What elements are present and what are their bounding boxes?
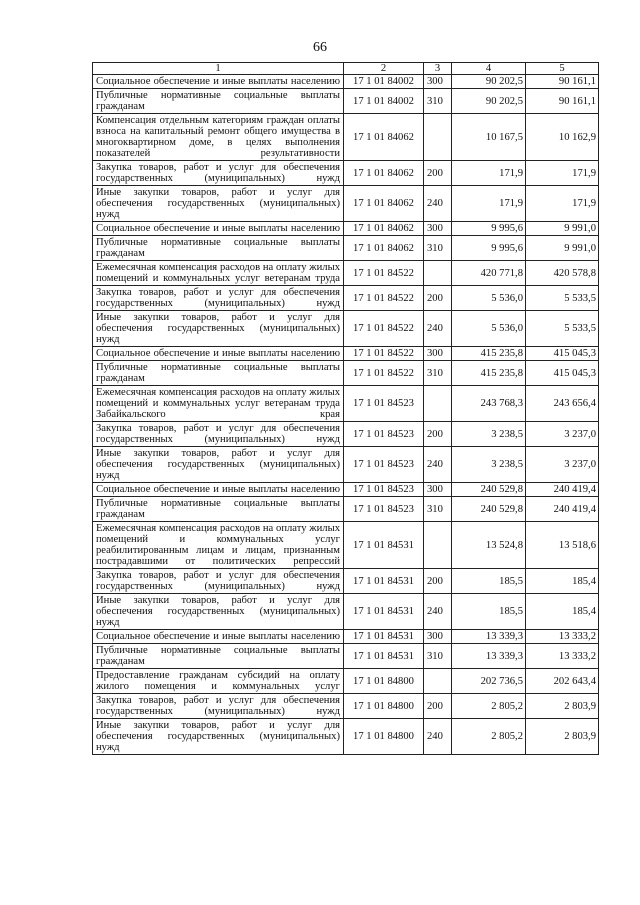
table-row	[93, 222, 599, 236]
row-code: 17 1 01 84522	[344, 361, 424, 386]
row-amount-1: 202 736,5	[452, 669, 526, 694]
row-amount-2: 10 162,9	[526, 114, 599, 161]
row-amount-2: 5 533,5	[526, 311, 599, 347]
row-expense-type: 300	[424, 222, 452, 236]
row-name: Закупка товаров, работ и услуг для обеспечения государственных (муниципальных) нужд	[93, 161, 344, 186]
row-name: Социальное обеспечение и иные выплаты населению	[93, 347, 344, 361]
row-expense-type: 310	[424, 361, 452, 386]
row-amount-1: 415 235,8	[452, 361, 526, 386]
row-amount-2: 5 533,5	[526, 286, 599, 311]
row-amount-2: 3 237,0	[526, 422, 599, 447]
table-row	[93, 347, 599, 361]
row-name: Ежемесячная компенсация расходов на оплату жилых помещений и коммунальных услуг ветеранам труда	[93, 261, 344, 286]
table-row	[93, 694, 599, 719]
row-code: 17 1 01 84800	[344, 669, 424, 694]
row-name: Ежемесячная компенсация расходов на оплату жилых помещений и коммунальных услуг реабилитированным лицам и лицам, признанным пострадавшими от политических репрессий	[93, 522, 344, 569]
row-expense-type: 310	[424, 236, 452, 261]
row-code: 17 1 01 84531	[344, 630, 424, 644]
row-amount-1: 9 995,6	[452, 236, 526, 261]
table-row	[93, 447, 599, 483]
row-name: Публичные нормативные социальные выплаты гражданам	[93, 89, 344, 114]
table-row	[93, 311, 599, 347]
row-amount-2: 90 161,1	[526, 89, 599, 114]
table-row	[93, 114, 599, 161]
row-code: 17 1 01 84800	[344, 694, 424, 719]
row-expense-type	[424, 669, 452, 694]
row-code: 17 1 01 84062	[344, 114, 424, 161]
row-amount-1: 240 529,8	[452, 497, 526, 522]
table-row	[93, 719, 599, 755]
row-amount-1: 3 238,5	[452, 447, 526, 483]
row-name: Иные закупки товаров, работ и услуг для обеспечения государственных (муниципальных) нужд	[93, 186, 344, 222]
column-header-code: 2	[344, 63, 424, 75]
row-name: Социальное обеспечение и иные выплаты населению	[93, 222, 344, 236]
table-row	[93, 236, 599, 261]
row-expense-type: 240	[424, 186, 452, 222]
row-name: Закупка товаров, работ и услуг для обеспечения государственных (муниципальных) нужд	[93, 569, 344, 594]
row-name: Иные закупки товаров, работ и услуг для обеспечения государственных (муниципальных) нужд	[93, 594, 344, 630]
row-code: 17 1 01 84522	[344, 347, 424, 361]
row-amount-2: 243 656,4	[526, 386, 599, 422]
row-name: Публичные нормативные социальные выплаты гражданам	[93, 644, 344, 669]
row-expense-type	[424, 522, 452, 569]
row-expense-type	[424, 114, 452, 161]
row-amount-2: 420 578,8	[526, 261, 599, 286]
row-amount-1: 5 536,0	[452, 286, 526, 311]
row-amount-1: 5 536,0	[452, 311, 526, 347]
row-code: 17 1 01 84062	[344, 161, 424, 186]
table-row	[93, 497, 599, 522]
row-name: Предоставление гражданам субсидий на оплату жилого помещения и коммунальных услуг	[93, 669, 344, 694]
row-amount-2: 90 161,1	[526, 75, 599, 89]
table-row	[93, 161, 599, 186]
row-amount-2: 240 419,4	[526, 497, 599, 522]
budget-table	[92, 62, 599, 755]
table-row	[93, 286, 599, 311]
row-amount-1: 9 995,6	[452, 222, 526, 236]
row-expense-type	[424, 261, 452, 286]
row-name: Публичные нормативные социальные выплаты гражданам	[93, 497, 344, 522]
row-name: Ежемесячная компенсация расходов на оплату жилых помещений и коммунальных услуг ветеранам труда Забайкальского края	[93, 386, 344, 422]
row-code: 17 1 01 84002	[344, 89, 424, 114]
row-expense-type: 200	[424, 422, 452, 447]
row-amount-1: 90 202,5	[452, 89, 526, 114]
row-amount-1: 2 805,2	[452, 694, 526, 719]
row-expense-type: 200	[424, 569, 452, 594]
table-row	[93, 89, 599, 114]
row-expense-type: 200	[424, 161, 452, 186]
row-amount-2: 13 518,6	[526, 522, 599, 569]
row-name: Закупка товаров, работ и услуг для обеспечения государственных (муниципальных) нужд	[93, 694, 344, 719]
table-row	[93, 594, 599, 630]
row-code: 17 1 01 84522	[344, 261, 424, 286]
row-expense-type: 300	[424, 630, 452, 644]
row-name: Компенсация отдельным категориям граждан оплаты взноса на капитальный ремонт общего имущества в многоквартирном доме, в целях выполнения показателей результативности	[93, 114, 344, 161]
row-expense-type: 300	[424, 347, 452, 361]
row-code: 17 1 01 84523	[344, 386, 424, 422]
row-code: 17 1 01 84002	[344, 75, 424, 89]
row-amount-2: 2 803,9	[526, 694, 599, 719]
row-expense-type: 240	[424, 594, 452, 630]
row-expense-type: 300	[424, 75, 452, 89]
table-row	[93, 669, 599, 694]
row-amount-2: 185,4	[526, 594, 599, 630]
row-amount-1: 243 768,3	[452, 386, 526, 422]
row-amount-1: 171,9	[452, 161, 526, 186]
row-name: Социальное обеспечение и иные выплаты населению	[93, 630, 344, 644]
row-name: Публичные нормативные социальные выплаты гражданам	[93, 236, 344, 261]
row-expense-type	[424, 386, 452, 422]
row-expense-type: 310	[424, 89, 452, 114]
row-code: 17 1 01 84522	[344, 311, 424, 347]
row-amount-2: 171,9	[526, 186, 599, 222]
row-code: 17 1 01 84522	[344, 286, 424, 311]
row-amount-1: 3 238,5	[452, 422, 526, 447]
row-name: Иные закупки товаров, работ и услуг для обеспечения государственных (муниципальных) нужд	[93, 311, 344, 347]
table-row	[93, 75, 599, 89]
row-amount-2: 13 333,2	[526, 644, 599, 669]
row-amount-2: 415 045,3	[526, 347, 599, 361]
page-number: 66	[313, 40, 327, 55]
row-amount-1: 13 339,3	[452, 644, 526, 669]
row-name: Публичные нормативные социальные выплаты гражданам	[93, 361, 344, 386]
row-amount-1: 185,5	[452, 569, 526, 594]
row-amount-1: 13 339,3	[452, 630, 526, 644]
row-amount-2: 415 045,3	[526, 361, 599, 386]
row-code: 17 1 01 84523	[344, 497, 424, 522]
row-code: 17 1 01 84062	[344, 186, 424, 222]
row-name: Иные закупки товаров, работ и услуг для обеспечения государственных (муниципальных) нужд	[93, 719, 344, 755]
column-header-vr: 3	[424, 63, 452, 75]
row-expense-type: 240	[424, 447, 452, 483]
row-amount-2: 9 991,0	[526, 222, 599, 236]
row-amount-2: 240 419,4	[526, 483, 599, 497]
row-amount-2: 185,4	[526, 569, 599, 594]
row-amount-1: 2 805,2	[452, 719, 526, 755]
row-amount-2: 171,9	[526, 161, 599, 186]
row-code: 17 1 01 84531	[344, 644, 424, 669]
row-code: 17 1 01 84531	[344, 594, 424, 630]
row-expense-type: 310	[424, 497, 452, 522]
row-amount-1: 185,5	[452, 594, 526, 630]
row-expense-type: 200	[424, 286, 452, 311]
row-amount-1: 415 235,8	[452, 347, 526, 361]
row-amount-2: 13 333,2	[526, 630, 599, 644]
row-code: 17 1 01 84531	[344, 569, 424, 594]
row-amount-2: 202 643,4	[526, 669, 599, 694]
column-header-amount-2: 5	[526, 63, 599, 75]
row-amount-1: 13 524,8	[452, 522, 526, 569]
row-expense-type: 310	[424, 644, 452, 669]
row-amount-2: 2 803,9	[526, 719, 599, 755]
table-row	[93, 522, 599, 569]
row-expense-type: 200	[424, 694, 452, 719]
table-row	[93, 422, 599, 447]
row-code: 17 1 01 84523	[344, 422, 424, 447]
row-name: Социальное обеспечение и иные выплаты населению	[93, 483, 344, 497]
row-code: 17 1 01 84523	[344, 447, 424, 483]
row-name: Социальное обеспечение и иные выплаты населению	[93, 75, 344, 89]
table-row	[93, 483, 599, 497]
row-code: 17 1 01 84062	[344, 222, 424, 236]
table-row	[93, 261, 599, 286]
row-code: 17 1 01 84062	[344, 236, 424, 261]
row-name: Закупка товаров, работ и услуг для обеспечения государственных (муниципальных) нужд	[93, 286, 344, 311]
row-expense-type: 300	[424, 483, 452, 497]
row-expense-type: 240	[424, 311, 452, 347]
table-row	[93, 569, 599, 594]
row-code: 17 1 01 84523	[344, 483, 424, 497]
row-amount-1: 171,9	[452, 186, 526, 222]
table-row	[93, 386, 599, 422]
row-amount-1: 240 529,8	[452, 483, 526, 497]
table-row	[93, 186, 599, 222]
row-amount-1: 90 202,5	[452, 75, 526, 89]
column-header-amount-1: 4	[452, 63, 526, 75]
table-header-row	[93, 63, 599, 75]
row-expense-type: 240	[424, 719, 452, 755]
row-amount-2: 3 237,0	[526, 447, 599, 483]
table-row	[93, 644, 599, 669]
row-code: 17 1 01 84531	[344, 522, 424, 569]
table-row	[93, 630, 599, 644]
row-code: 17 1 01 84800	[344, 719, 424, 755]
row-amount-1: 420 771,8	[452, 261, 526, 286]
row-name: Иные закупки товаров, работ и услуг для обеспечения государственных (муниципальных) нужд	[93, 447, 344, 483]
table-row	[93, 361, 599, 386]
column-header-name: 1	[93, 63, 344, 75]
table-body	[93, 75, 599, 755]
row-amount-2: 9 991,0	[526, 236, 599, 261]
row-amount-1: 10 167,5	[452, 114, 526, 161]
row-name: Закупка товаров, работ и услуг для обеспечения государственных (муниципальных) нужд	[93, 422, 344, 447]
